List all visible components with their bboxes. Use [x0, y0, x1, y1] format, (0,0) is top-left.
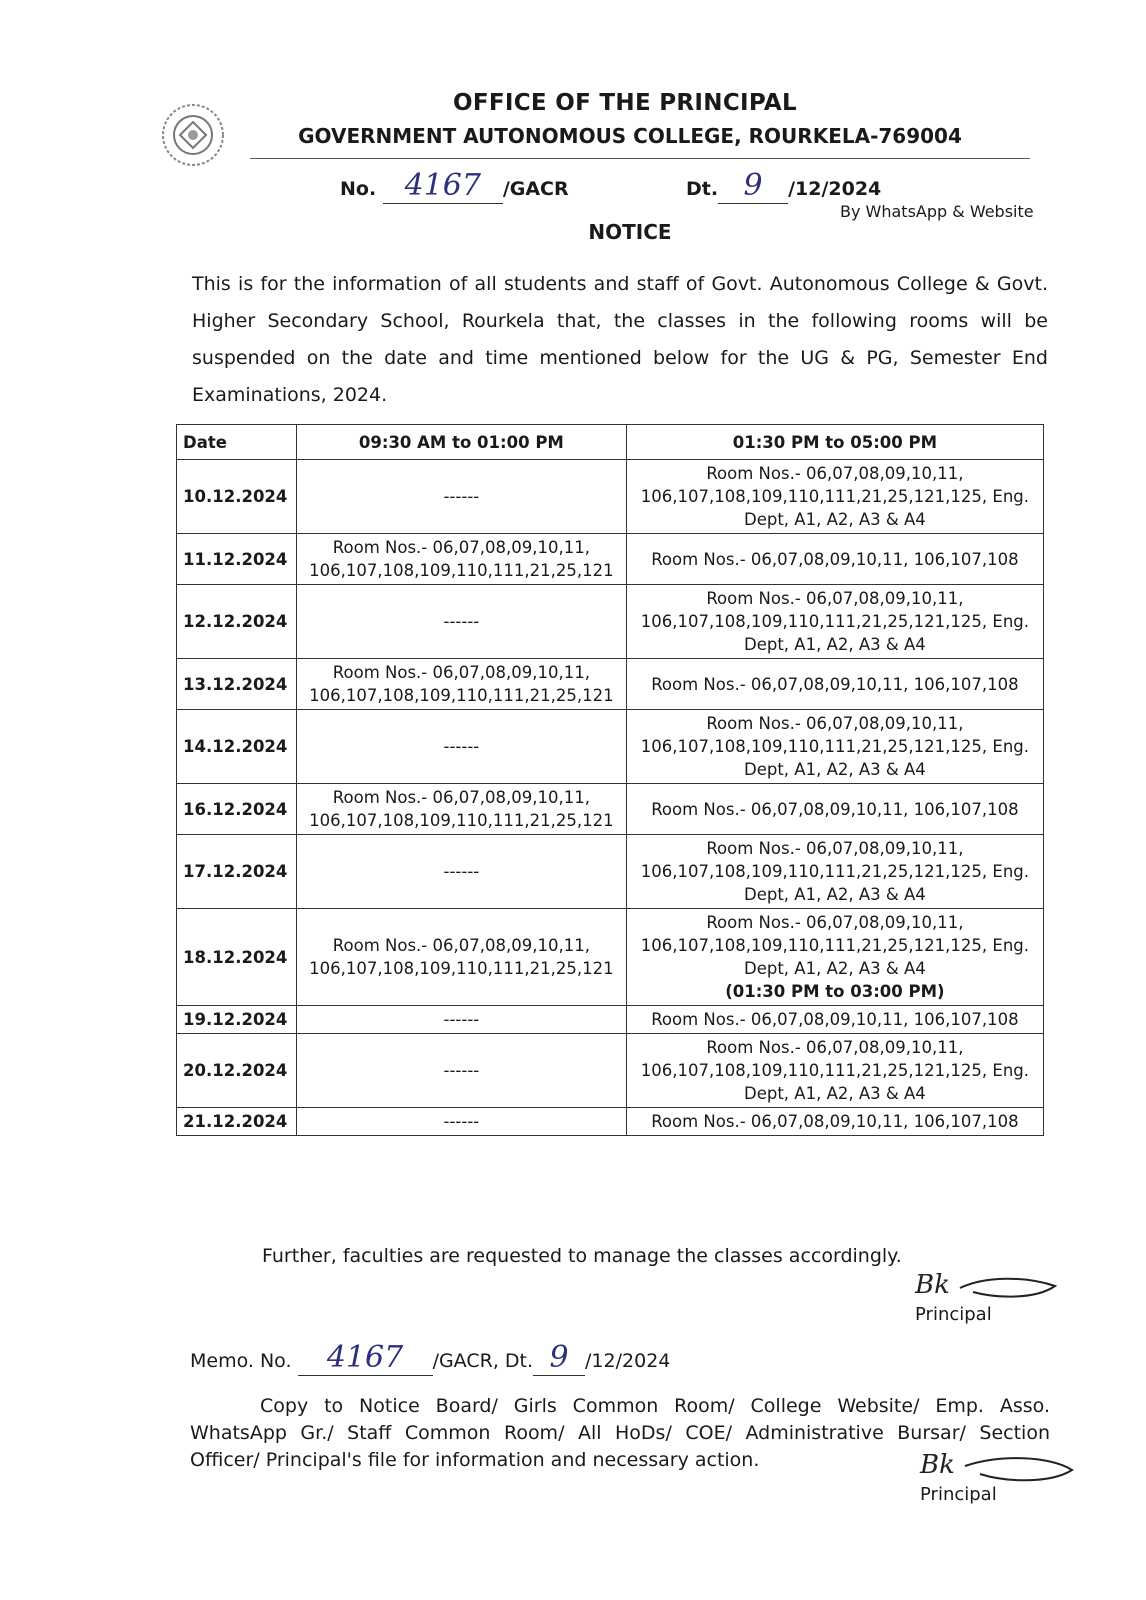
row-afternoon-rooms: Room Nos.- 06,07,08,09,10,11, 106,107,108	[651, 549, 1019, 569]
notice-intro: This is for the information of all students and staff of Govt. Autonomous College & Govt. Higher Secondary School, Rourkela that, the classes in the following rooms will be suspended on the date and time mentioned below for the UG & PG, Semester End Examinations, 2024.	[192, 273, 1048, 406]
row-morning-rooms: ------	[296, 585, 626, 659]
schedule-row	[177, 835, 1044, 909]
schedule-header-row	[177, 425, 1044, 460]
row-afternoon-rooms: Room Nos.- 06,07,08,09,10,11, 106,107,108	[651, 1010, 1019, 1029]
schedule-body	[177, 460, 1044, 1136]
office-heading: OFFICE OF THE PRINCIPAL	[453, 90, 797, 116]
row-afternoon-rooms: Room Nos.- 06,07,08,09,10,11, 106,107,108	[651, 674, 1019, 694]
schedule-row	[177, 585, 1044, 659]
row-afternoon-rooms: Room Nos.- 06,07,08,09,10,11, 106,107,108	[651, 1112, 1019, 1131]
row-afternoon-note: (01:30 PM to 03:00 PM)	[725, 982, 945, 1001]
memo-number-value: 4167	[326, 1340, 404, 1375]
row-afternoon-cell	[626, 835, 1043, 909]
header-divider	[250, 158, 1030, 159]
row-afternoon-rooms: Room Nos.- 06,07,08,09,10,11, 106,107,108,109,110,111,21,25,121,125, Eng. Dept, A1, A2, A3 & A4	[640, 714, 1029, 779]
memo-line: Memo. No. 4167 /GACR, Dt. 9 /12/2024	[190, 1340, 671, 1375]
schedule-row	[177, 1006, 1044, 1034]
schedule-row	[177, 460, 1044, 534]
row-morning-rooms: ------	[296, 1034, 626, 1108]
signature-flourish-2	[960, 1454, 1080, 1486]
schedule-row	[177, 909, 1044, 1006]
signature-block-1	[915, 1270, 1065, 1325]
row-date: 13.12.2024	[177, 659, 297, 710]
row-morning-rooms: ------	[296, 1108, 626, 1136]
memo-date-blank	[533, 1340, 585, 1376]
schedule-row	[177, 659, 1044, 710]
signature-flourish-1	[955, 1274, 1065, 1304]
row-afternoon-cell	[626, 460, 1043, 534]
row-morning-rooms: Room Nos.- 06,07,08,09,10,11, 106,107,108,109,110,111,21,25,121	[296, 909, 626, 1006]
principal-signature-1	[915, 1270, 1065, 1304]
row-date: 10.12.2024	[177, 460, 297, 534]
schedule-table	[176, 424, 1044, 1136]
row-afternoon-cell	[626, 659, 1043, 710]
header-date: Date	[177, 425, 297, 460]
schedule-row	[177, 784, 1044, 835]
row-morning-rooms: Room Nos.- 06,07,08,09,10,11, 106,107,108,109,110,111,21,25,121	[296, 534, 626, 585]
reference-number-value: 4167	[404, 168, 481, 203]
row-morning-rooms: ------	[296, 710, 626, 784]
row-afternoon-cell	[626, 585, 1043, 659]
row-afternoon-rooms: Room Nos.- 06,07,08,09,10,11, 106,107,108,109,110,111,21,25,121,125, Eng. Dept, A1, A2, A3 & A4	[640, 839, 1029, 904]
notice-title: NOTICE	[588, 220, 672, 244]
signature-block-2	[920, 1450, 1080, 1505]
row-afternoon-rooms: Room Nos.- 06,07,08,09,10,11, 106,107,108	[651, 799, 1019, 819]
row-date: 19.12.2024	[177, 1006, 297, 1034]
row-morning-rooms: Room Nos.- 06,07,08,09,10,11, 106,107,108,109,110,111,21,25,121	[296, 784, 626, 835]
row-date: 12.12.2024	[177, 585, 297, 659]
row-afternoon-cell	[626, 1108, 1043, 1136]
reference-number: No. 4167 /GACR	[340, 168, 569, 203]
reference-date: Dt. 9 /12/2024	[686, 168, 882, 203]
row-morning-rooms: Room Nos.- 06,07,08,09,10,11, 106,107,108,109,110,111,21,25,121	[296, 659, 626, 710]
row-date: 21.12.2024	[177, 1108, 297, 1136]
signature-initials-1: Bk	[915, 1270, 950, 1300]
reference-date-blank	[718, 168, 788, 204]
principal-label-1: Principal	[915, 1304, 992, 1325]
schedule-row	[177, 1034, 1044, 1108]
row-afternoon-cell	[626, 710, 1043, 784]
row-afternoon-cell	[626, 1006, 1043, 1034]
row-afternoon-rooms: Room Nos.- 06,07,08,09,10,11, 106,107,108,109,110,111,21,25,121,125, Eng. Dept, A1, A2, A3 & A4	[640, 589, 1029, 654]
principal-label-2: Principal	[920, 1484, 997, 1505]
row-morning-rooms: ------	[296, 460, 626, 534]
row-date: 16.12.2024	[177, 784, 297, 835]
memo-number-blank	[298, 1340, 433, 1376]
row-date: 20.12.2024	[177, 1034, 297, 1108]
row-afternoon-cell	[626, 1034, 1043, 1108]
header-morning: 09:30 AM to 01:00 PM	[296, 425, 626, 460]
signature-initials-2: Bk	[920, 1450, 955, 1480]
schedule-row	[177, 534, 1044, 585]
row-afternoon-cell	[626, 909, 1043, 1006]
schedule-row	[177, 1108, 1044, 1136]
closing-note: Further, faculties are requested to manage the classes accordingly.	[262, 1245, 902, 1267]
principal-signature-2	[920, 1450, 1080, 1484]
row-morning-rooms: ------	[296, 835, 626, 909]
reference-date-day: 9	[743, 168, 763, 203]
copy-distribution: Copy to Notice Board/ Girls Common Room/ College Website/ Emp. Asso. WhatsApp Gr./ Staff Common Room/ All HoDs/ COE/ Administrative Bursar/ Section Officer/ Principal's file for information and necessary action.	[190, 1395, 1050, 1471]
row-date: 17.12.2024	[177, 835, 297, 909]
row-morning-rooms: ------	[296, 1006, 626, 1034]
distribution-mode: By WhatsApp & Website	[840, 202, 1034, 221]
memo-date-day: 9	[549, 1340, 569, 1375]
header-afternoon: 01:30 PM to 05:00 PM	[626, 425, 1043, 460]
row-date: 11.12.2024	[177, 534, 297, 585]
row-date: 14.12.2024	[177, 710, 297, 784]
row-afternoon-rooms: Room Nos.- 06,07,08,09,10,11, 106,107,108,109,110,111,21,25,121,125, Eng. Dept, A1, A2, A3 & A4	[640, 913, 1029, 978]
college-heading: GOVERNMENT AUTONOMOUS COLLEGE, ROURKELA-769004	[298, 124, 962, 148]
row-afternoon-rooms: Room Nos.- 06,07,08,09,10,11, 106,107,108,109,110,111,21,25,121,125, Eng. Dept, A1, A2, A3 & A4	[640, 464, 1029, 529]
row-afternoon-rooms: Room Nos.- 06,07,08,09,10,11, 106,107,108,109,110,111,21,25,121,125, Eng. Dept, A1, A2, A3 & A4	[640, 1038, 1029, 1103]
college-seal-logo	[158, 100, 228, 170]
row-afternoon-cell	[626, 534, 1043, 585]
schedule-row	[177, 710, 1044, 784]
reference-number-blank	[383, 168, 503, 204]
row-afternoon-cell	[626, 784, 1043, 835]
row-date: 18.12.2024	[177, 909, 297, 1006]
